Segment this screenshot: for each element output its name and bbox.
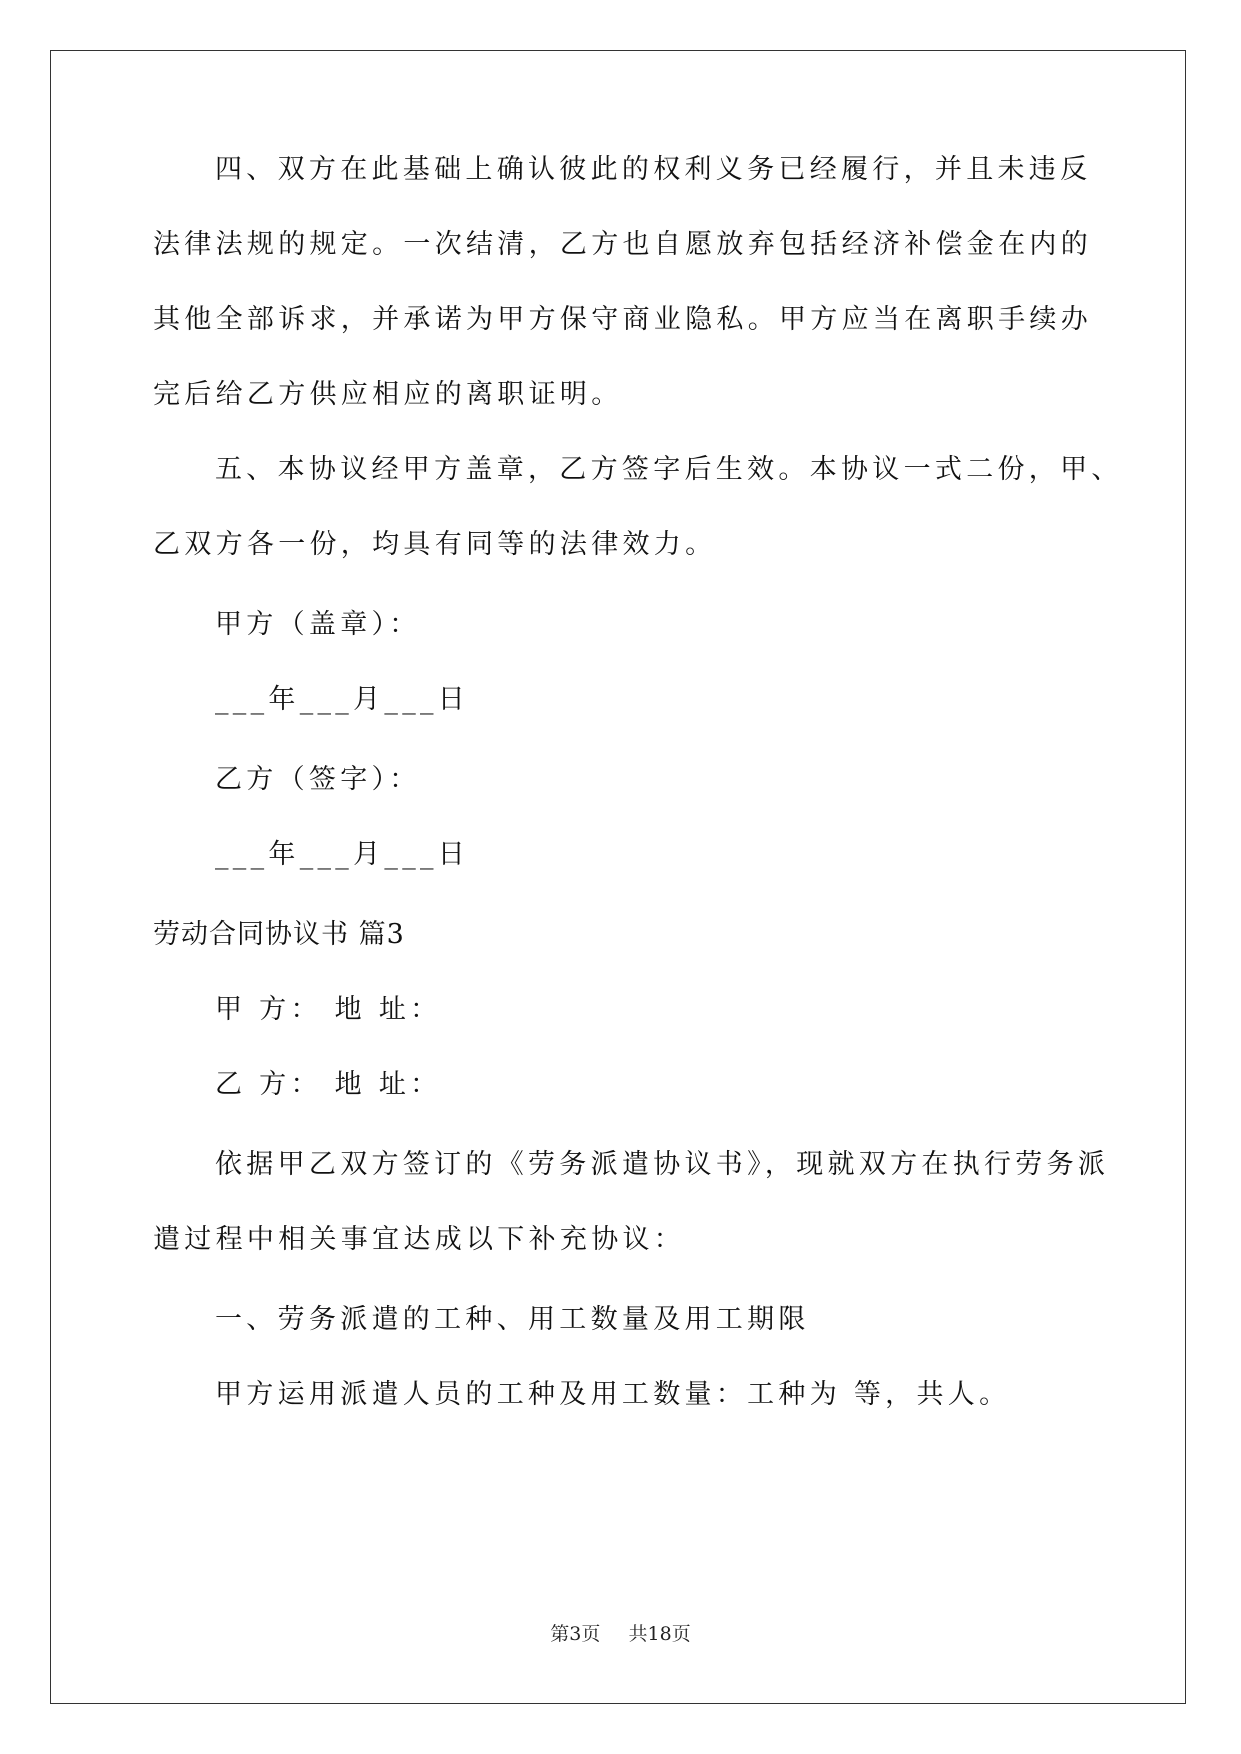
page-footer: [0, 1620, 1241, 1648]
paragraph-four-line-2: 法律法规的规定。一次结清，乙方也自愿放弃包括经济补偿金在内的: [153, 229, 1092, 260]
intro-paragraph-line-1: 依据甲乙双方签订的《劳务派遣协议书》，现就双方在执行劳务派: [215, 1149, 1110, 1180]
section-heading: 劳动合同协议书 篇3: [153, 919, 405, 950]
paragraph-four-line-1: 四、双方在此基础上确认彼此的权利义务已经履行，并且未违反: [215, 154, 1092, 185]
paragraph-four-line-3: 其他全部诉求，并承诺为甲方保守商业隐私。甲方应当在离职手续办: [153, 304, 1092, 335]
party-b-date-line: ___年___月___日: [215, 839, 470, 870]
clause-one-text: 甲方运用派遣人员的工种及用工数量：工种为 等，共人。: [215, 1379, 1011, 1410]
party-b-address-line: 乙 方： 地 址：: [215, 1069, 442, 1100]
paragraph-five-line-2: 乙双方各一份，均具有同等的法律效力。: [153, 529, 717, 560]
party-b-signature-label: 乙方（签字）：: [215, 764, 421, 795]
party-a-date-line: ___年___月___日: [215, 684, 470, 715]
paragraph-four-line-4: 完后给乙方供应相应的离职证明。: [153, 379, 623, 410]
page-border: [50, 50, 1186, 1704]
intro-paragraph-line-2: 遣过程中相关事宜达成以下补充协议：: [153, 1224, 686, 1255]
paragraph-five-line-1: 五、本协议经甲方盖章，乙方签字后生效。本协议一式二份，甲、: [215, 454, 1123, 485]
clause-one-heading: 一、劳务派遣的工种、用工数量及用工期限: [215, 1304, 810, 1335]
party-a-seal-label: 甲方（盖章）：: [215, 609, 421, 640]
page-number: 第3页: [550, 1623, 601, 1645]
party-a-address-line: 甲 方： 地 址：: [215, 994, 442, 1025]
total-pages: 共18页: [628, 1623, 691, 1645]
